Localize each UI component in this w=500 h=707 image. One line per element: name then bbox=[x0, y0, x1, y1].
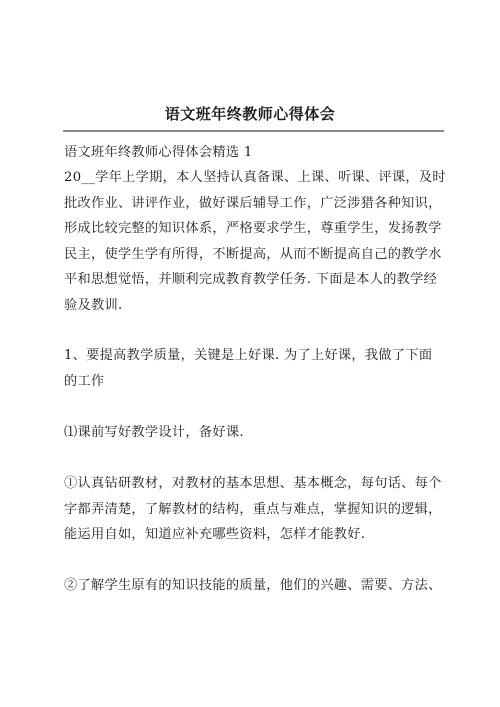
paragraph-line: ①认真钻研教材，对教材的基本思想、基本概念，每句话、每个 bbox=[64, 476, 442, 491]
paragraph-line: 的工作 bbox=[64, 374, 105, 389]
paragraph-line: 形成比较完整的知识体系，严格要求学生，尊重学生，发扬教学 bbox=[64, 221, 442, 236]
paragraph-line: 民主，使学生学有所得，不断提高，从而不断提高自己的教学水 bbox=[64, 247, 442, 262]
paragraph-line: 1、要提高教学质量，关键是上好课. 为了上好课，我做了下面 bbox=[64, 348, 433, 363]
paragraph-line: 能运用自如，知道应补充哪些资料，怎样才能教好. bbox=[64, 527, 366, 542]
section-heading: 语文班年终教师心得体会精选 1 bbox=[64, 145, 253, 160]
paragraph-line: 验及教训. bbox=[64, 298, 123, 313]
paragraph-line: ②了解学生原有的知识技能的质量，他们的兴趣、需要、方法、 bbox=[64, 578, 442, 593]
document-title: 语文班年终教师心得体会 bbox=[164, 105, 336, 123]
paragraph-line: 20__学年上学期，本人坚持认真备课、上课、听课、评课，及时 bbox=[64, 170, 446, 185]
paragraph-line: 平和思想觉悟，并顺利完成教育教学任务. 下面是本人的教学经 bbox=[64, 272, 438, 287]
paragraph-line: ⑴课前写好教学设计，备好课. bbox=[64, 425, 244, 440]
title-divider bbox=[63, 130, 444, 132]
paragraph-line: 批改作业、讲评作业，做好课后辅导工作，广泛涉猎各种知识， bbox=[64, 196, 442, 211]
paragraph-line: 字都弄清楚，了解教材的结构，重点与难点，掌握知识的逻辑， bbox=[64, 502, 442, 517]
